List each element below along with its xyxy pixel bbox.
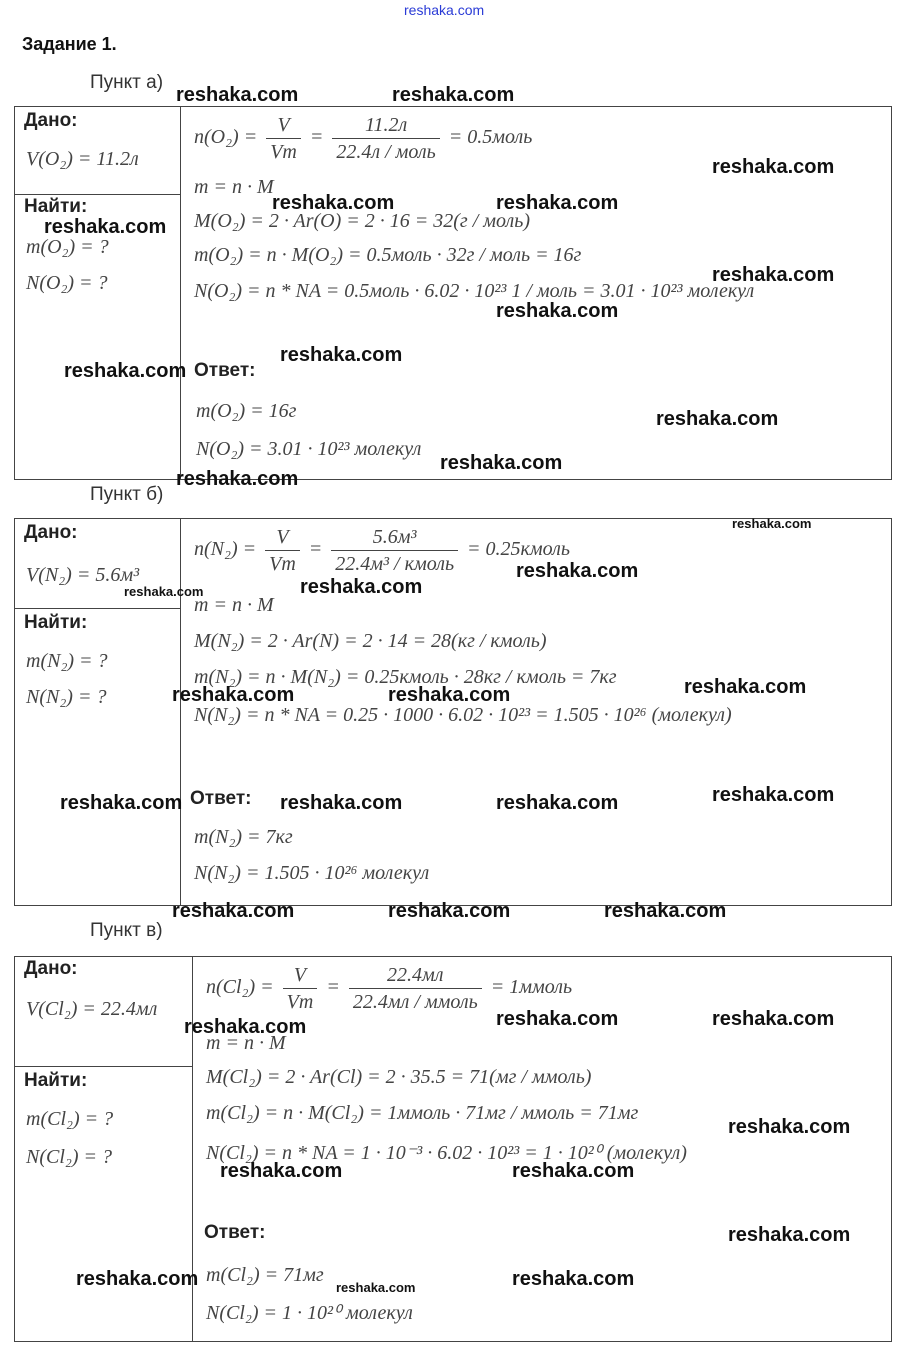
step-line: M(Cl₂) = 2 · Ar(Cl) = 2 · 35.5 = 71(мг / ммоль) [206,1066,592,1088]
amount-formula: n(N₂) = $\frac{V}{Vm}$ = $\frac{\text{5.6м³}}{\text{22.4м³ / кмоль}}$ = 0.25кмоль [194,526,570,575]
watermark: reshaka.com [496,792,619,814]
naiti-label: Найти: [24,612,88,633]
watermark: reshaka.com [604,900,727,922]
watermark: reshaka.com [656,408,779,430]
amount-formula: n(Cl₂) = $\frac{V}{Vm}$ = $\frac{22.4мл}{\text{22.4мл / ммоль}}$ = 1ммоль [206,964,573,1013]
find-number: N(Cl₂) = ? [26,1146,113,1168]
watermark: reshaka.com [496,192,619,214]
step-line: M(N₂) = 2 · Ar(N) = 2 · 14 = 28(кг / кмоль) [194,630,547,652]
answer-line: N(O₂) = 3.01 · 10²³ молекул [196,438,422,460]
watermark: reshaka.com [516,560,639,582]
part-c-title: Пункт в) [90,920,163,941]
watermark: reshaka.com [220,1160,343,1182]
step-line: M(O₂) = 2 · Ar(O) = 2 · 16 = 32(г / моль) [194,210,531,232]
naiti-label: Найти: [24,196,88,217]
dano-label: Дано: [24,110,78,131]
step-line: N(Cl₂) = n * NA = 1 · 10⁻³ · 6.02 · 10²³ = 1 · 10²⁰ (молекул) [206,1142,687,1164]
find-number: N(N₂) = ? [26,686,107,708]
find-mass: m(Cl₂) = ? [26,1108,114,1130]
answer-line: m(O₂) = 16г [196,400,297,422]
watermark: reshaka.com [512,1268,635,1290]
given-value: V(O₂) = 11.2л [26,148,139,170]
watermark: reshaka.com [76,1268,199,1290]
watermark: reshaka.com [496,1008,619,1030]
part-a-title: Пункт а) [90,72,164,93]
watermark: reshaka.com [280,792,403,814]
step-line: m(N₂) = n · M(N₂) = 0.25кмоль · 28кг / кмоль = 7кг [194,666,617,688]
step-line: m = n · M [194,594,274,616]
watermark: reshaka.com [184,1016,307,1038]
watermark: reshaka.com [336,1280,416,1295]
watermark: reshaka.com [712,1008,835,1030]
naiti-label: Найти: [24,1070,88,1091]
watermark: reshaka.com [728,1116,851,1138]
watermark: reshaka.com [64,360,187,382]
otvet-label: Ответ: [194,360,256,381]
watermark: reshaka.com [712,156,835,178]
find-mass: m(N₂) = ? [26,650,108,672]
dano-label: Дано: [24,958,78,979]
dano-label: Дано: [24,522,78,543]
step-line: N(N₂) = n * NA = 0.25 · 1000 · 6.02 · 10²³ = 1.505 · 10²⁶ (молекул) [194,704,732,726]
answer-line: N(N₂) = 1.505 · 10²⁶ молекул [194,862,430,884]
site-link[interactable]: reshaka.com [404,2,485,18]
watermark: reshaka.com [728,1224,851,1246]
watermark: reshaka.com [44,216,167,238]
step-line: N(O₂) = n * NA = 0.5моль · 6.02 · 10²³ 1 / моль = 3.01 · 10²³ молекул [194,280,755,302]
watermark: reshaka.com [388,684,511,706]
watermark: reshaka.com [272,192,395,214]
otvet-label: Ответ: [204,1222,266,1243]
step-line: m = n · M [194,176,274,198]
watermark: reshaka.com [124,584,204,599]
watermark: reshaka.com [60,792,183,814]
step-line: m(Cl₂) = n · M(Cl₂) = 1ммоль · 71мг / ммоль = 71мг [206,1102,639,1124]
amount-formula: n(O₂) = $\frac{V}{Vm}$ = $\frac{11.2л}{\text{22.4л / моль}}$ = 0.5моль [194,114,533,163]
step-line: m = n · M [206,1032,286,1054]
watermark: reshaka.com [712,784,835,806]
task-heading: Задание 1. [22,34,117,54]
watermark: reshaka.com [732,516,812,531]
answer-line: m(Cl₂) = 71мг [206,1264,324,1286]
watermark: reshaka.com [172,684,295,706]
step-line: m(O₂) = n · M(O₂) = 0.5моль · 32г / моль = 16г [194,244,582,266]
watermark: reshaka.com [392,84,515,106]
answer-line: m(N₂) = 7кг [194,826,293,848]
find-number: N(O₂) = ? [26,272,108,294]
watermark: reshaka.com [496,300,619,322]
given-value: V(N₂) = 5.6м³ [26,564,140,586]
watermark: reshaka.com [172,900,295,922]
watermark: reshaka.com [176,468,299,490]
answer-line: N(Cl₂) = 1 · 10²⁰ молекул [206,1302,413,1324]
watermark: reshaka.com [684,676,807,698]
watermark: reshaka.com [280,344,403,366]
watermark: reshaka.com [512,1160,635,1182]
otvet-label: Ответ: [190,788,252,809]
given-value: V(Cl₂) = 22.4мл [26,998,158,1020]
part-b-title: Пункт б) [90,484,164,505]
watermark: reshaka.com [176,84,299,106]
watermark: reshaka.com [712,264,835,286]
watermark: reshaka.com [388,900,511,922]
watermark: reshaka.com [440,452,563,474]
watermark: reshaka.com [300,576,423,598]
find-mass: m(O₂) = ? [26,236,109,258]
